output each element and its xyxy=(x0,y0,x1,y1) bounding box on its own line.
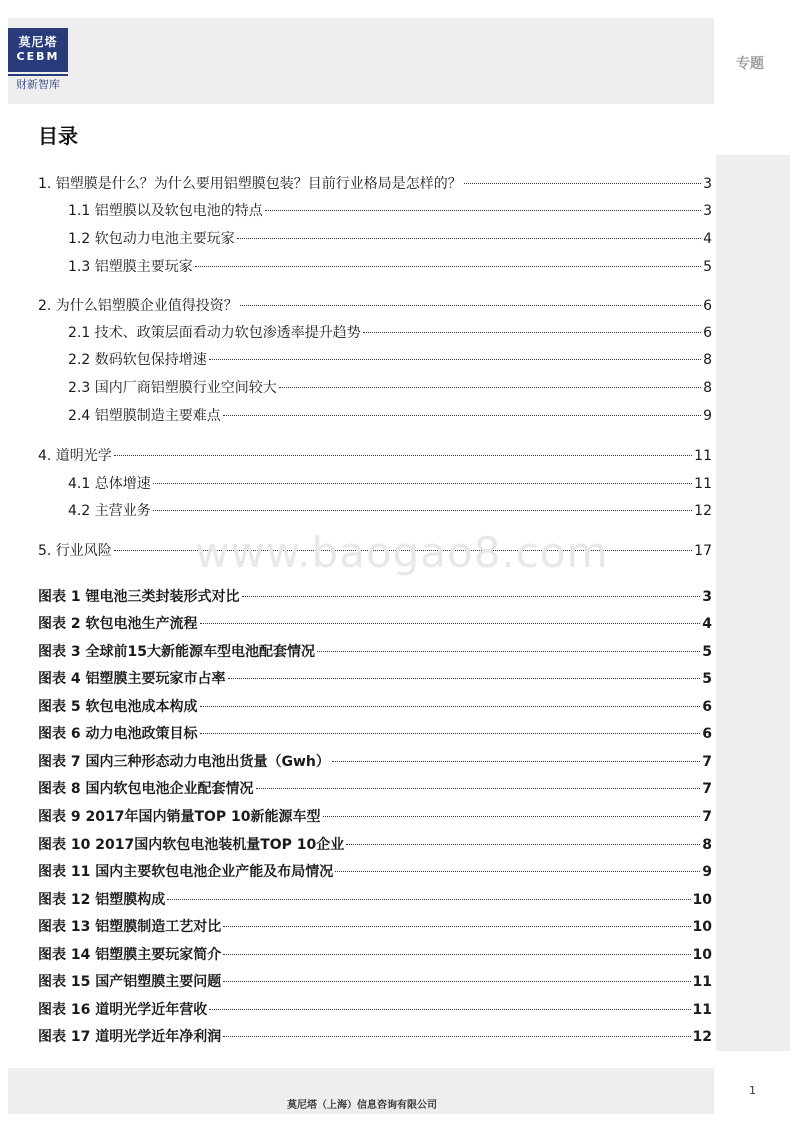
toc-entry-label: 1.2 软包动力电池主要玩家 xyxy=(68,231,235,247)
toc-entry-page: 12 xyxy=(694,503,712,519)
figure-entry[interactable] xyxy=(38,723,712,745)
toc-entry-page: 9 xyxy=(703,408,712,424)
toc-subentry[interactable] xyxy=(68,473,712,495)
figure-entry-label: 图表 11 国内主要软包电池企业产能及布局情况 xyxy=(38,864,334,880)
toc-entry-label: 1.3 铝塑膜主要玩家 xyxy=(68,259,193,275)
figure-entry[interactable] xyxy=(38,999,712,1021)
toc-entry-label: 2.1 技术、政策层面看动力软包渗透率提升趋势 xyxy=(68,325,361,341)
toc-dot-leader xyxy=(200,706,701,707)
figure-entry-label: 图表 17 道明光学近年净利润 xyxy=(38,1029,222,1045)
toc-dot-leader xyxy=(323,816,701,817)
toc-dot-leader xyxy=(223,926,690,927)
toc-dot-leader xyxy=(195,266,701,267)
toc-entry-page: 6 xyxy=(703,298,712,314)
page-number: 1 xyxy=(749,1084,756,1097)
toc-entry-label: 1.1 铝塑膜以及软包电池的特点 xyxy=(68,203,263,219)
toc-dot-leader xyxy=(114,455,692,456)
figure-entry[interactable] xyxy=(38,586,712,608)
toc-dot-leader xyxy=(317,651,700,652)
figure-entry-label: 图表 9 2017年国内销量TOP 10新能源车型 xyxy=(38,809,321,825)
toc-dot-leader xyxy=(240,305,701,306)
toc-dot-leader xyxy=(223,1036,690,1037)
figure-entry-label: 图表 12 铝塑膜构成 xyxy=(38,892,166,908)
toc-dot-leader xyxy=(332,761,700,762)
toc-subentry[interactable] xyxy=(68,256,712,278)
figure-entry-page: 9 xyxy=(702,864,712,880)
figure-entry-page: 8 xyxy=(702,837,712,853)
toc-dot-leader xyxy=(223,415,701,416)
logo-cn-text: 莫尼塔 xyxy=(18,35,58,49)
toc-entry-label: 2.2 数码软包保持增速 xyxy=(68,352,207,368)
toc-entry-label: 2.4 铝塑膜制造主要难点 xyxy=(68,408,221,424)
toc-dot-leader xyxy=(223,954,690,955)
figure-entry-page: 11 xyxy=(692,974,712,990)
toc-subentry[interactable] xyxy=(68,349,712,371)
toc-entry-label: 1. 铝塑膜是什么？为什么要用铝塑膜包装？目前行业格局是怎样的？ xyxy=(38,176,462,192)
figure-entry-page: 7 xyxy=(702,754,712,770)
toc-entry-page: 17 xyxy=(694,543,712,559)
figure-entry-page: 11 xyxy=(692,1002,712,1018)
toc-dot-leader xyxy=(153,483,692,484)
logo-en-text: CEBM xyxy=(16,50,60,63)
toc-dot-leader xyxy=(209,359,701,360)
figure-entry-label: 图表 1 锂电池三类封装形式对比 xyxy=(38,589,240,605)
toc-dot-leader xyxy=(228,678,701,679)
toc-dot-leader xyxy=(153,510,692,511)
toc-subentry[interactable] xyxy=(68,200,712,222)
figure-entry-page: 7 xyxy=(702,809,712,825)
toc-entry-page: 11 xyxy=(694,448,712,464)
toc-dot-leader xyxy=(279,387,701,388)
figure-entry-label: 图表 5 软包电池成本构成 xyxy=(38,699,198,715)
figure-entry-label: 图表 2 软包电池生产流程 xyxy=(38,616,198,632)
figure-entry-label: 图表 15 国产铝塑膜主要问题 xyxy=(38,974,222,990)
toc-entry-page: 11 xyxy=(694,476,712,492)
figure-entry[interactable] xyxy=(38,613,712,635)
toc-dot-leader xyxy=(464,183,701,184)
toc-title: 目录 xyxy=(38,124,78,148)
figure-entry-page: 5 xyxy=(702,644,712,660)
toc-dot-leader xyxy=(363,332,701,333)
toc-entry-label: 2. 为什么铝塑膜企业值得投资？ xyxy=(38,298,238,314)
toc-dot-leader xyxy=(242,596,701,597)
figure-entry-page: 10 xyxy=(692,947,712,963)
figure-entry-label: 图表 14 铝塑膜主要玩家简介 xyxy=(38,947,222,963)
logo-mark xyxy=(8,28,68,72)
toc-subentry[interactable] xyxy=(68,228,712,250)
toc-subentry[interactable] xyxy=(68,322,712,344)
figure-entry[interactable] xyxy=(38,971,712,993)
figure-entry[interactable] xyxy=(38,834,712,856)
company-logo xyxy=(8,28,68,92)
toc-entry-page: 3 xyxy=(703,203,712,219)
figure-entry-page: 3 xyxy=(702,589,712,605)
figure-entry-page: 5 xyxy=(702,671,712,687)
toc-dot-leader xyxy=(265,210,701,211)
figure-entry-page: 4 xyxy=(702,616,712,632)
figure-entry[interactable] xyxy=(38,696,712,718)
toc-dot-leader xyxy=(209,1009,690,1010)
figure-entry-page: 10 xyxy=(692,892,712,908)
figure-entry[interactable] xyxy=(38,806,712,828)
toc-entry-page: 8 xyxy=(703,352,712,368)
figure-entry[interactable] xyxy=(38,944,712,966)
header-band xyxy=(8,18,714,104)
figure-entry-page: 6 xyxy=(702,726,712,742)
toc-entry[interactable] xyxy=(38,445,712,467)
figure-entry[interactable] xyxy=(38,751,712,773)
toc-entry[interactable] xyxy=(38,295,712,317)
figure-entry-label: 图表 6 动力电池政策目标 xyxy=(38,726,198,742)
topic-label: 专题 xyxy=(736,56,764,72)
toc-entry-page: 4 xyxy=(703,231,712,247)
toc-dot-leader xyxy=(200,733,701,734)
figure-entry-label: 图表 4 铝塑膜主要玩家市占率 xyxy=(38,671,226,687)
figure-entry-label: 图表 13 铝塑膜制造工艺对比 xyxy=(38,919,222,935)
figure-entry[interactable] xyxy=(38,641,712,663)
toc-dot-leader xyxy=(223,981,690,982)
toc-entry-page: 8 xyxy=(703,380,712,396)
figure-entry[interactable] xyxy=(38,889,712,911)
figure-entry[interactable] xyxy=(38,1026,712,1048)
toc-entry-label: 4. 道明光学 xyxy=(38,448,112,464)
toc-dot-leader xyxy=(167,899,690,900)
figure-entry-label: 图表 16 道明光学近年营收 xyxy=(38,1002,208,1018)
toc-subentry[interactable] xyxy=(68,405,712,427)
figure-entry-label: 图表 3 全球前15大新能源车型电池配套情况 xyxy=(38,644,315,660)
toc-entry-page: 3 xyxy=(703,176,712,192)
figure-entry[interactable] xyxy=(38,861,712,883)
figure-entry-label: 图表 10 2017国内软包电池装机量TOP 10企业 xyxy=(38,837,345,853)
figure-entry[interactable] xyxy=(38,778,712,800)
toc-entry-label: 4.2 主营业务 xyxy=(68,503,151,519)
toc-subentry[interactable] xyxy=(68,377,712,399)
figure-entry-page: 12 xyxy=(692,1029,712,1045)
footer-company: 莫尼塔（上海）信息咨询有限公司 xyxy=(287,1100,437,1111)
toc-entry-page: 5 xyxy=(703,259,712,275)
toc-entry-label: 5. 行业风险 xyxy=(38,543,112,559)
side-band xyxy=(716,155,790,1051)
figure-entry-label: 图表 7 国内三种形态动力电池出货量（Gwh） xyxy=(38,754,330,770)
figure-entry[interactable] xyxy=(38,668,712,690)
figure-entry-page: 6 xyxy=(702,699,712,715)
logo-sub-text: 财新智库 xyxy=(8,74,68,94)
toc-dot-leader xyxy=(335,871,700,872)
toc-dot-leader xyxy=(256,788,701,789)
toc-entry[interactable] xyxy=(38,173,712,195)
toc-entry-label: 2.3 国内厂商铝塑膜行业空间较大 xyxy=(68,380,277,396)
toc-dot-leader xyxy=(237,238,701,239)
toc-entry-label: 4.1 总体增速 xyxy=(68,476,151,492)
toc-dot-leader xyxy=(200,623,701,624)
figure-entry-label: 图表 8 国内软包电池企业配套情况 xyxy=(38,781,254,797)
toc-dot-leader xyxy=(346,844,700,845)
watermark: www.baogao8.com xyxy=(195,528,609,577)
figure-entry-page: 7 xyxy=(702,781,712,797)
toc-subentry[interactable] xyxy=(68,500,712,522)
figure-entry[interactable] xyxy=(38,916,712,938)
figure-entry-page: 10 xyxy=(692,919,712,935)
toc-entry-page: 6 xyxy=(703,325,712,341)
